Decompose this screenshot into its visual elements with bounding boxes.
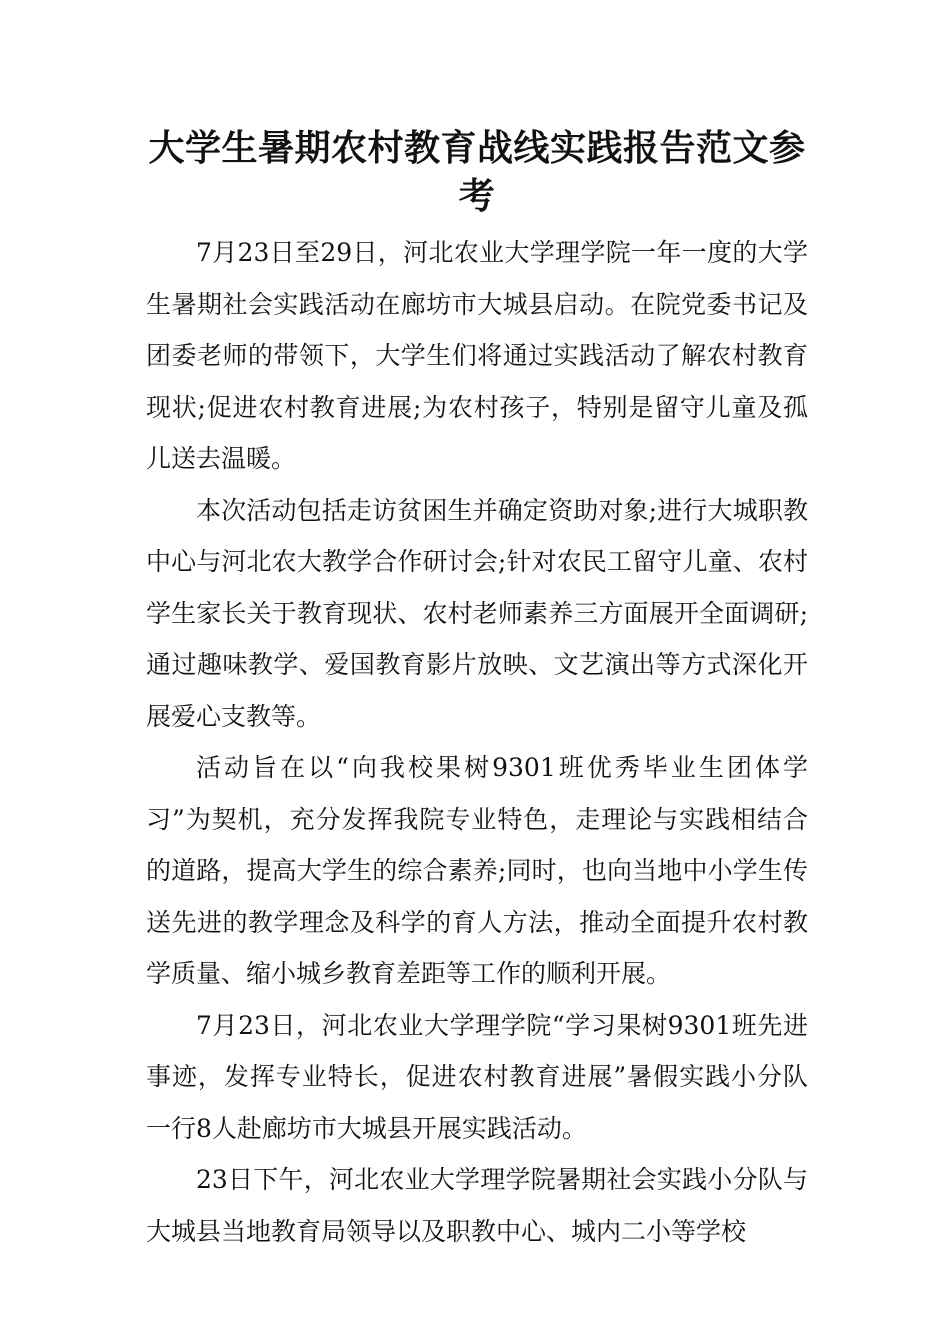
paragraph-2: 本次活动包括走访贫困生并确定资助对象;进行大城职教中心与河北农大教学合作研讨会;针对农民工留守儿童、农村学生家长关于教育现状、农村老师素养三方面展开全面调研;通过趣味教学、爱国教育影片放映、文艺演出等方式深化开展爱心支教等。: [146, 495, 808, 731]
paragraph-4: 7月23日，河北农业大学理学院“学习果树9301班先进事迹，发挥专业特长，促进农村教育进展”暑假实践小分队一行8人赴廊坊市大城县开展实践活动。: [146, 1010, 808, 1143]
document-title: 大学生暑期农村教育战线实践报告范文参考: [148, 128, 806, 217]
paragraph-3: 活动旨在以“向我校果树9301班优秀毕业生团体学习”为契机，充分发挥我院专业特色，走理论与实践相结合的道路，提高大学生的综合素养;同时，也向当地中小学生传送先进的教学理念及科学的育人方法，推动全面提升农村教学质量、缩小城乡教育差距等工作的顺利开展。: [146, 753, 808, 988]
paragraph-5: 23日下午，河北农业大学理学院暑期社会实践小分队与大城县当地教育局领导以及职教中心、城内二小等学校: [146, 1165, 808, 1246]
paragraph-1: 7月23日至29日，河北农业大学理学院一年一度的大学生暑期社会实践活动在廊坊市大城县启动。在院党委书记及团委老师的带领下，大学生们将通过实践活动了解农村教育现状;促进农村教育进展;为农村孩子，特别是留守儿童及孤儿送去温暖。: [146, 238, 808, 473]
